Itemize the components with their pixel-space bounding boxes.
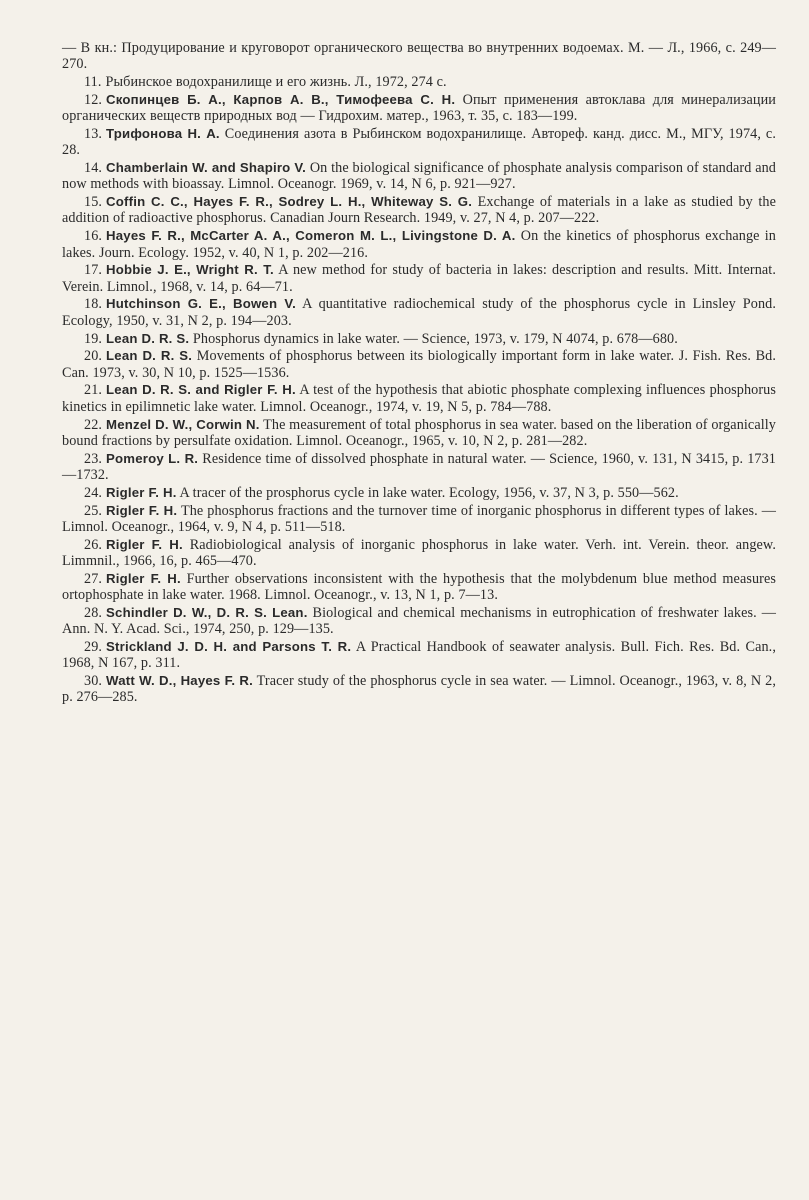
reference-text: The measurement of total phosphorus in sea water. based on the liberation of organically bound fractions by persulfate oxidation. Limnol. Oceanogr., 1965, v. 10, N 2, p. 281—282.	[62, 416, 777, 449]
reference-authors: Chamberlain W. and Shapiro V.	[106, 160, 307, 176]
reference-entry	[62, 382, 776, 415]
reference-authors: Coffin C. C., Hayes F. R., Sodrey L. H., Whiteway S. G.	[106, 194, 473, 210]
reference-number: 30.	[84, 672, 103, 689]
reference-number: 27.	[84, 570, 103, 587]
reference-entry	[62, 296, 776, 329]
reference-number: 21.	[84, 382, 103, 399]
reference-text: Phosphorus dynamics in lake water. — Science, 1973, v. 179, N 4074, p. 678—680.	[192, 330, 678, 347]
reference-entry	[62, 74, 776, 90]
reference-text: Опыт применения автоклава для минерализации органических веществ природных вод — Гидрохим. матер., 1963, т. 35, с. 183—199.	[62, 91, 776, 125]
reference-authors: Schindler D. W., D. R. S. Lean.	[106, 604, 308, 620]
reference-number: 16.	[84, 228, 103, 245]
reference-text: Соединения азота в Рыбинском водохранилище. Автореф. канд. дисс. М., МГУ, 1974, с. 28.	[62, 125, 776, 159]
reference-authors: Rigler F. H.	[106, 536, 183, 552]
reference-entry	[62, 537, 776, 570]
reference-text: The phosphorus fractions and the turnover time of inorganic phosphorus in different types of lakes. — Limnol. Oceanogr., 1964, v. 9, N 4, p. 511—518.	[62, 502, 777, 535]
reference-entry	[62, 485, 776, 501]
reference-text: A test of the hypothesis that abiotic phosphate complexing influences phosphorus kinetics in epilimnetic lake water. Limnol. Oceanogr., 1974, v. 19, N 5, p. 784—788.	[62, 382, 777, 415]
reference-authors: Rigler F. H.	[106, 502, 178, 518]
reference-authors: Rigler F. H.	[106, 570, 181, 586]
reference-text: A quantitative radiochemical study of the phosphorus cycle in Linsley Pond. Ecology, 1950, v. 31, N 2, p. 194—203.	[62, 296, 776, 329]
reference-text: Movements of phosphorus between its biologically important form in lake water. J. Fish. Res. Bd. Can. 1973, v. 30, N 10, p. 1525—1536.	[62, 348, 776, 381]
reference-number: 18.	[84, 296, 103, 313]
reference-list	[62, 40, 776, 707]
reference-entry	[62, 503, 776, 536]
reference-authors: Menzel D. W., Corwin N.	[106, 416, 260, 432]
reference-number: 13.	[84, 125, 103, 142]
reference-text: A tracer of the prosphorus cycle in lake water. Ecology, 1956, v. 37, N 3, p. 550—562.	[179, 484, 679, 501]
reference-number: 23.	[84, 450, 103, 467]
reference-text: On the biological significance of phosphate analysis comparison of standard and now methods with bioassay. Limnol. Oceanogr. 1969, v. 14, N 6, p. 921—927.	[62, 160, 776, 193]
reference-authors: Hutchinson G. E., Bowen V.	[106, 296, 296, 312]
reference-text: Tracer study of the phosphorus cycle in sea water. — Limnol. Oceanogr., 1963, v. 8, N 2, p. 276—285.	[62, 672, 776, 706]
reference-text: Biological and chemical mechanisms in eutrophication of freshwater lakes. — Ann. N. Y. Acad. Sci., 1974, 250, p. 129—135.	[62, 604, 776, 638]
reference-number: 20.	[84, 348, 103, 365]
reference-authors: Hayes F. R., McCarter A. A., Comeron M. L., Livingstone D. A.	[106, 228, 516, 244]
reference-authors: Strickland J. D. H. and Parsons T. R.	[106, 638, 352, 654]
reference-text: A new method for study of bacteria in lakes: description and results. Mitt. Internat. Verein. Limnol., 1968, v. 14, p. 64—71.	[62, 262, 776, 295]
reference-text: Further observations inconsistent with the hypothesis that the molybdenum blue method measures ortophosphate in lake water. 1968. Limnol. Oceanogr., v. 13, N 1, p. 7—13.	[62, 570, 777, 603]
reference-authors: Watt W. D., Hayes F. R.	[106, 672, 253, 688]
reference-entry-continued	[62, 40, 776, 73]
reference-number: 17.	[84, 262, 103, 279]
reference-authors: Lean D. R. S.	[106, 348, 193, 364]
reference-authors: Трифонова Н. А.	[106, 125, 220, 141]
reference-number: 19.	[84, 330, 103, 347]
reference-entry	[62, 126, 776, 159]
reference-authors: Lean D. R. S. and Rigler F. H.	[106, 382, 296, 398]
reference-number: 24.	[84, 484, 103, 501]
reference-number: 26.	[84, 536, 103, 553]
reference-number: 29.	[84, 638, 103, 655]
reference-text: Residence time of dissolved phosphate in natural water. — Science, 1960, v. 131, N 3415, p. 1731—1732.	[62, 450, 776, 483]
reference-number: 22.	[84, 416, 103, 433]
reference-entry	[62, 262, 776, 295]
reference-authors: Pomeroy L. R.	[106, 450, 199, 466]
reference-entry	[62, 348, 776, 381]
reference-authors: Rigler F. H.	[106, 484, 177, 500]
reference-text: A Practical Handbook of seawater analysis. Bull. Fich. Res. Bd. Can., 1968, N 167, p. 311.	[62, 638, 776, 672]
reference-number: 11.	[84, 74, 102, 91]
reference-entry	[62, 194, 776, 227]
reference-entry	[62, 160, 776, 193]
reference-entry	[62, 639, 776, 672]
reference-entry	[62, 417, 776, 450]
reference-number: 12.	[84, 91, 103, 108]
reference-authors: Скопинцев Б. А., Карпов А. В., Тимофеева С. Н.	[106, 91, 456, 107]
reference-text: Рыбинское водохранилище и его жизнь. Л., 1972, 274 с.	[105, 74, 447, 91]
reference-entry	[62, 92, 776, 125]
reference-text: Exchange of materials in a lake as studied by the addition of radioactive phosphorus. Canadian Journ Research. 1949, v. 27, N 4, p. 207—222.	[62, 194, 776, 227]
reference-authors: Lean D. R. S.	[106, 330, 190, 346]
reference-entry	[62, 571, 776, 604]
reference-entry	[62, 605, 776, 638]
reference-number: 28.	[84, 604, 103, 621]
reference-entry	[62, 673, 776, 706]
reference-authors: Hobbie J. E., Wright R. T.	[106, 262, 274, 278]
reference-text: — В кн.: Продуцирование и круговорот органического вещества во внутренних водоемах. М. — Л., 1966, с. 249—270.	[62, 40, 776, 73]
reference-number: 25.	[84, 502, 103, 519]
reference-entry	[62, 451, 776, 484]
reference-entry	[62, 228, 776, 261]
reference-number: 14.	[84, 160, 103, 177]
reference-text: On the kinetics of phosphorus exchange in lakes. Journ. Ecology. 1952, v. 40, N 1, p. 202—216.	[62, 228, 776, 261]
reference-text: Radiobiological analysis of inorganic phosphorus in lake water. Verh. int. Verein. theor. angew. Limmnil., 1966, 16, p. 465—470.	[62, 536, 777, 569]
reference-number: 15.	[84, 194, 103, 211]
reference-entry	[62, 331, 776, 347]
